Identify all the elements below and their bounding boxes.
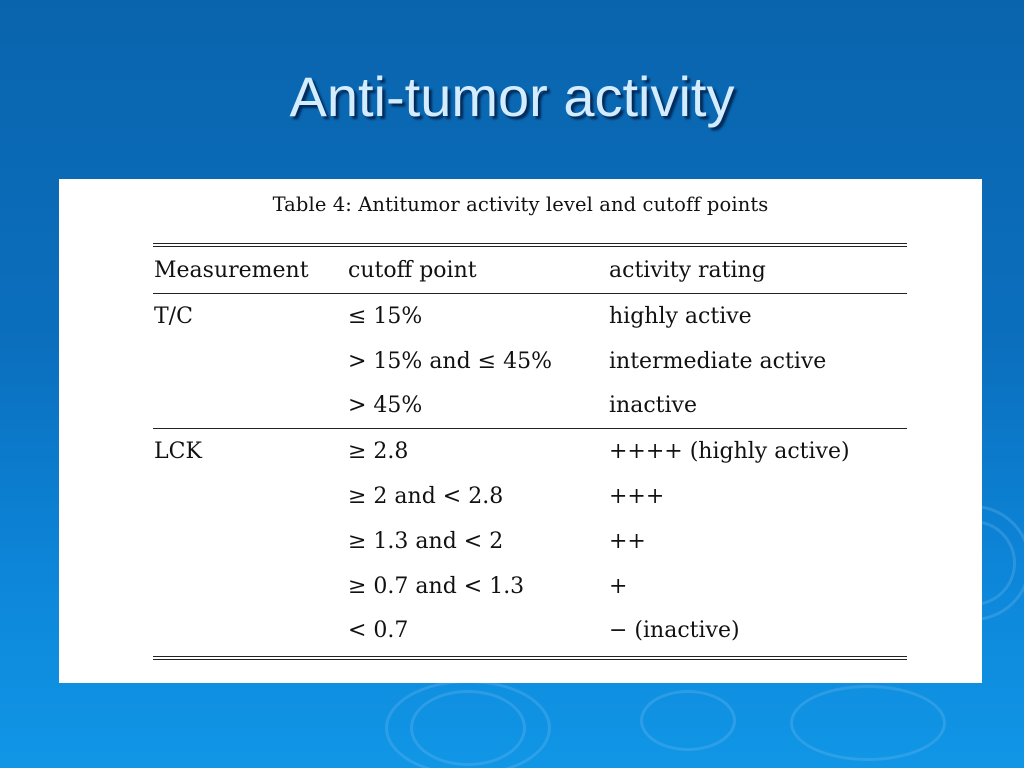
cutoff-cell: ≥ 2 and < 2.8 [348, 484, 504, 510]
table-image-panel [59, 179, 982, 683]
table-row [153, 564, 907, 609]
rating-cell: inactive [609, 393, 697, 419]
header-measurement: Measurement [154, 257, 309, 283]
cutoff-cell: > 15% and ≤ 45% [348, 348, 553, 374]
rating-cell: + [609, 573, 628, 599]
header-cutoff-point: cutoff point [348, 257, 477, 283]
table-bottom-rule [153, 656, 907, 660]
table-row [153, 294, 907, 339]
measurement-cell: T/C [154, 303, 193, 329]
cutoff-cell: > 45% [348, 393, 423, 419]
table-header-row [153, 247, 907, 293]
table-group-lck [153, 429, 907, 653]
rating-cell: ++++ (highly active) [609, 439, 850, 465]
table-row [153, 519, 907, 564]
table-caption: Table 4: Antitumor activity level and cutoff points [272, 193, 769, 216]
background-ripple-decoration [640, 690, 736, 751]
rating-cell: ++ [609, 528, 646, 554]
cutoff-cell: ≤ 15% [348, 303, 423, 329]
rating-cell: highly active [609, 303, 752, 329]
activity-table [153, 243, 907, 660]
background-ripple-decoration [790, 685, 946, 761]
slide-title: Anti-tumor activity [289, 65, 735, 128]
table-row [153, 339, 907, 384]
cutoff-cell: ≥ 0.7 and < 1.3 [348, 573, 525, 599]
table-row [153, 609, 907, 654]
table-row [153, 474, 907, 519]
table-group-tc [153, 294, 907, 428]
cutoff-cell: ≥ 2.8 [348, 439, 409, 465]
cutoff-cell: < 0.7 [348, 618, 409, 644]
header-activity-rating: activity rating [609, 257, 766, 283]
table-row [153, 384, 907, 429]
rating-cell: − (inactive) [609, 618, 740, 644]
table-row [153, 429, 907, 474]
rating-cell: +++ [609, 484, 665, 510]
rating-cell: intermediate active [609, 348, 827, 374]
background-ripple-decoration [410, 690, 526, 766]
cutoff-cell: ≥ 1.3 and < 2 [348, 528, 504, 554]
background-ripple-decoration [385, 680, 551, 768]
measurement-cell: LCK [154, 439, 202, 465]
